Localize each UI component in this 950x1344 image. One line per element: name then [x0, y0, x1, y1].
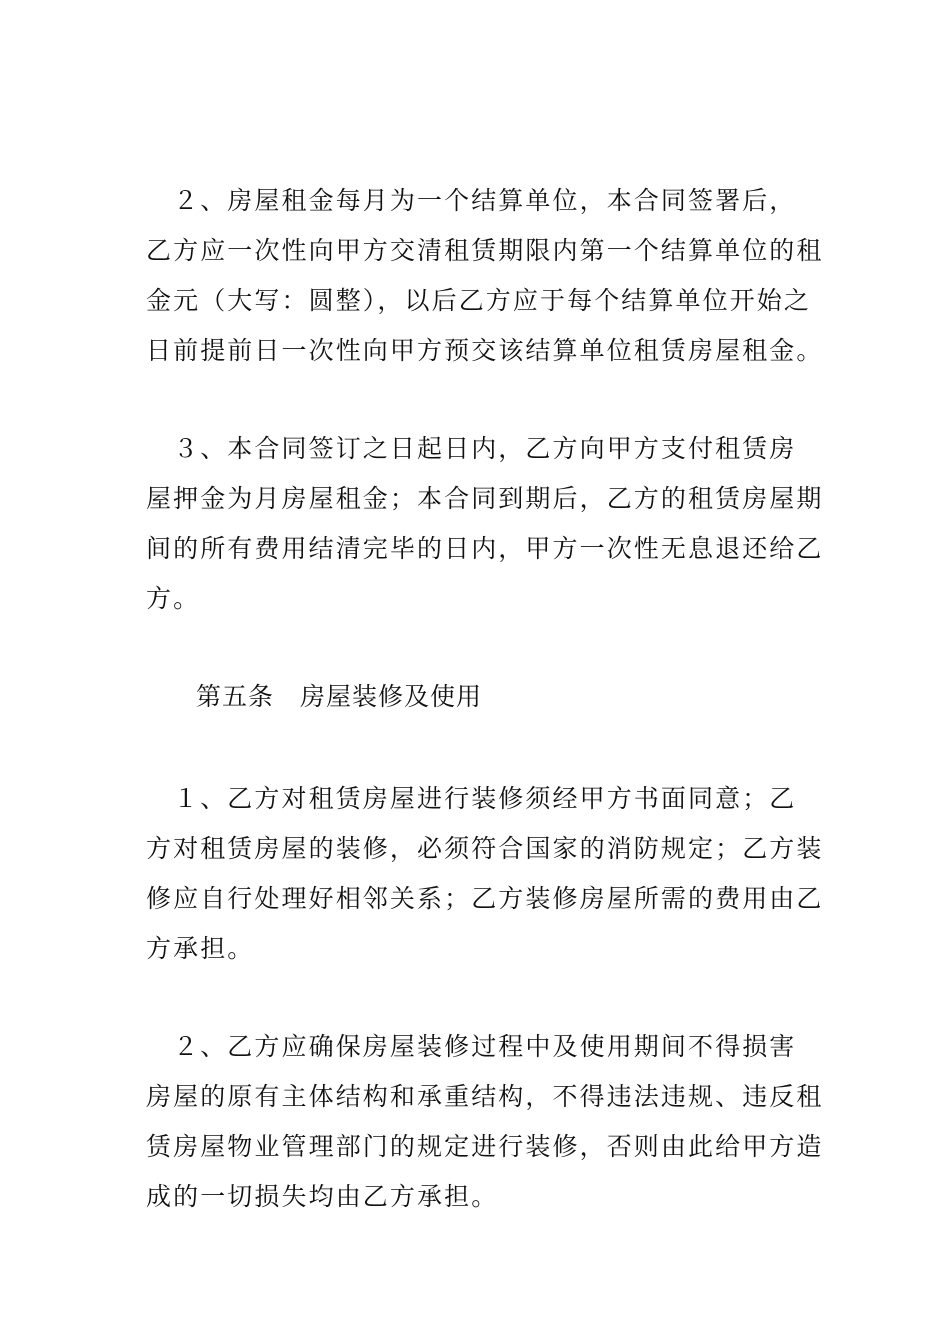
- text-line: 日前提前日一次性向甲方预交该结算单位租赁房屋租金。: [146, 336, 824, 365]
- text-line: ２、房屋租金每月为一个结算单位，本合同签署后，: [146, 186, 797, 215]
- text-line: ３、本合同签订之日起日内，乙方向甲方支付租赁房: [146, 434, 797, 463]
- text-line: 房屋的原有主体结构和承重结构，不得违法违规、违反租: [146, 1082, 824, 1111]
- text-line: 赁房屋物业管理部门的规定进行装修，否则由此给甲方造: [146, 1132, 824, 1161]
- text-line: 金元（大写：圆整），以后乙方应于每个结算单位开始之: [146, 286, 812, 315]
- text-line: ２、乙方应确保房屋装修过程中及使用期间不得损害: [146, 1032, 797, 1061]
- text-line: 方对租赁房屋的装修，必须符合国家的消防规定；乙方装: [146, 834, 824, 863]
- text-line: 方承担。: [146, 934, 255, 963]
- text-line: 成的一切损失均由乙方承担。: [146, 1182, 499, 1211]
- text-line: 方。: [146, 584, 201, 613]
- text-line: 修应自行处理好相邻关系；乙方装修房屋所需的费用由乙: [146, 884, 824, 913]
- text-line: 间的所有费用结清完毕的日内，甲方一次性无息退还给乙: [146, 534, 824, 563]
- text-line: 乙方应一次性向甲方交清租赁期限内第一个结算单位的租: [146, 236, 824, 265]
- article-5-heading: 第五条 房屋装修及使用: [196, 682, 483, 711]
- text-line: １、乙方对租赁房屋进行装修须经甲方书面同意；乙: [146, 784, 797, 813]
- text-line: 屋押金为月房屋租金；本合同到期后，乙方的租赁房屋期: [146, 484, 824, 513]
